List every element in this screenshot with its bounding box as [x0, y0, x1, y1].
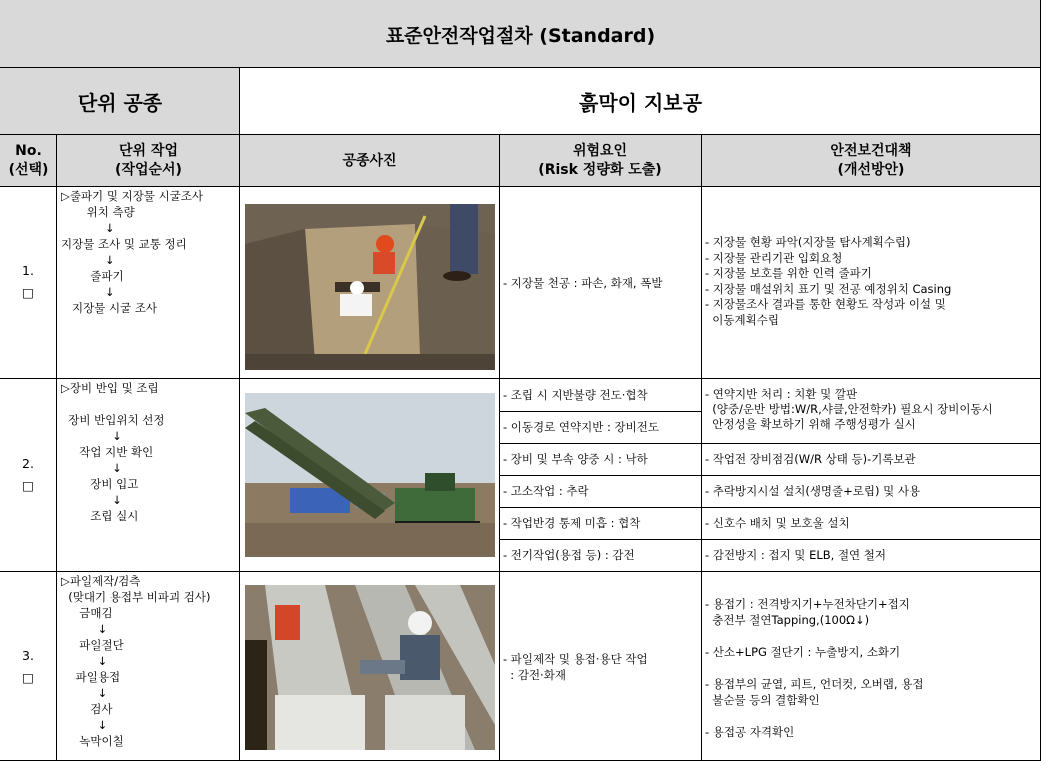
risk-text: - 전기작업(용접 등) : 감전	[503, 548, 635, 562]
risk-text: - 지장물 천공 : 파손, 화재, 폭발	[503, 276, 663, 290]
row-select-checkbox[interactable]: □	[22, 285, 34, 300]
grid-line	[499, 475, 1041, 476]
measure-text: - 용접기 : 전격방지기+누전차단기+접지 충전부 절연Tapping,(100Ω↓) - 산소+LPG 절단기 : 누출방지, 소화기 - 용접부의 균열, 피트, 언더컷, 오버랩, 용접 불순물 등의 결함확인 - 용접공 자격확인	[705, 597, 924, 739]
task-steps: ▷줄파기 및 지장물 시굴조사 위치 측량 ↓ 지장물 조사 및 교통 정리 ↓ 줄파기 ↓ 지장물 시굴 조사	[61, 189, 204, 315]
page-title: 표준안전작업절차 (Standard)	[385, 24, 656, 47]
unit-process-value: 흙막이 지보공	[579, 91, 702, 115]
measure-text: - 작업전 장비점검(W/R 상태 등)-기록보관	[705, 452, 916, 466]
row-select-checkbox[interactable]: □	[22, 478, 34, 493]
grid-line	[0, 67, 1041, 68]
risk-text: - 파일제작 및 용접·용단 작업 : 감전·화재	[503, 652, 648, 682]
measure-text: - 추락방지시설 설치(생명줄+로립) 및 사용	[705, 484, 921, 498]
col-header-no	[0, 135, 57, 187]
row-number	[0, 453, 56, 497]
measure-text: - 지장물 현황 파악(지장물 탐사계획수립) - 지장물 관리기관 입회요청 - 지장물 보호를 위한 인력 줄파기 - 지장물 매설위치 표기 및 전공 예정위치 Casing - 지장물조사 결과를 통한 현황도 작성과 이설 및 이동계획수립	[705, 235, 952, 327]
measure-text: - 연약지반 처리 : 치환 및 깔판 (양중/운반 방법:W/R,샤클,안전학카) 필요시 장비이동시 안정성을 확보하기 위해 주행성평가 실시	[705, 387, 993, 431]
unit-process-label: 단위 공종	[77, 91, 163, 115]
col-header-risk-line2: (Risk 정량화 도출)	[538, 162, 662, 178]
row-number-label: 3.	[22, 648, 34, 663]
col-header-risk-line1: 위험요인	[572, 143, 628, 159]
col-header-task-line2: (작업순서)	[115, 162, 182, 178]
col-header-measure-line1: 안전보건대책	[830, 143, 912, 159]
grid-line	[239, 68, 240, 761]
risk-text: - 장비 및 부속 양중 시 : 낙하	[503, 452, 648, 466]
work-photo-trench	[245, 204, 495, 370]
grid-line	[499, 507, 1041, 508]
work-photo-welding	[245, 585, 495, 750]
grid-line	[0, 186, 1041, 187]
grid-line	[0, 134, 1041, 135]
col-header-measure-line2: (개선방안)	[837, 162, 905, 178]
grid-line	[499, 539, 1041, 540]
col-header-no-line1: No.	[15, 143, 42, 159]
task-steps: ▷장비 반입 및 조립 장비 반입위치 선정 ↓ 작업 지반 확인 ↓ 장비 입고 ↓ 조립 실시	[61, 381, 165, 523]
col-header-task-line1: 단위 작업	[119, 143, 178, 159]
row-select-checkbox[interactable]: □	[22, 670, 34, 685]
grid-line	[1040, 0, 1041, 761]
work-photo-pile-driver	[245, 393, 495, 557]
grid-line	[499, 443, 1041, 444]
risk-text: - 고소작업 : 추락	[503, 484, 589, 498]
col-header-measure	[701, 135, 1041, 187]
row-number-label: 1.	[22, 263, 34, 278]
col-header-photo-label: 공종사진	[342, 152, 397, 169]
risk-text: - 이동경로 연약지반 : 장비전도	[503, 420, 659, 434]
grid-line	[56, 135, 57, 761]
grid-line	[701, 135, 702, 761]
grid-line	[499, 135, 500, 761]
task-steps: ▷파일제작/검측 (맞대기 용접부 비파괴 검사) 금매김 ↓ 파일절단 ↓ 파일용접 ↓ 검사 ↓ 녹막이칠	[61, 574, 211, 748]
row-number-label: 2.	[22, 456, 34, 471]
risk-text: - 작업반경 통제 미흡 : 협착	[503, 516, 641, 530]
grid-line	[0, 571, 1041, 572]
measure-text: - 감전방지 : 접지 및 ELB, 절연 철저	[705, 548, 887, 562]
col-header-risk	[499, 135, 701, 187]
col-header-no-line2: (선택)	[8, 162, 49, 178]
grid-line	[0, 378, 1041, 379]
measure-text: - 신호수 배치 및 보호울 설치	[705, 516, 850, 530]
row-number	[0, 260, 56, 304]
risk-text: - 조립 시 지반불량 전도·협착	[503, 388, 648, 402]
row-number	[0, 645, 56, 689]
col-header-task	[57, 135, 240, 187]
col-header-photo	[240, 135, 499, 187]
grid-line	[499, 411, 701, 412]
